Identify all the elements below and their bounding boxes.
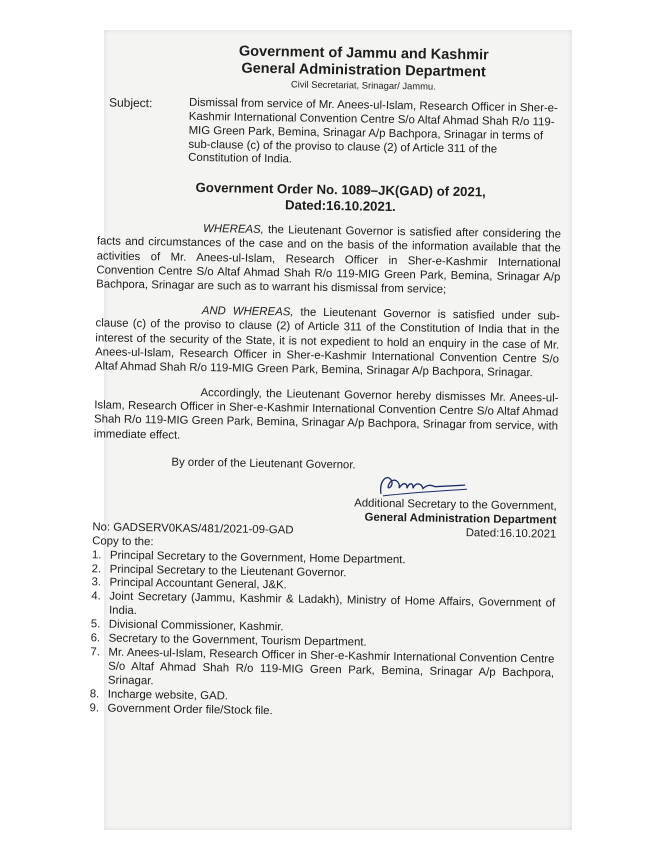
list-item: 9. Government Order file/Stock file. bbox=[89, 701, 273, 717]
signatory-department: General Administration Department bbox=[364, 511, 557, 527]
list-item: 7. Mr. Anees-ul-Islam, Research Officer in Sher-e-Kashmir International Convention Centre S/o Altaf Ahmad Shah R/o 119-MIG Green Park, Bemina, Srinagar A/p Bachpora, Srinagar. bbox=[90, 646, 555, 688]
header-address: Civil Secretariat, Srinagar/ Jammu. bbox=[290, 78, 436, 92]
list-item: 8. Incharge website, GAD. bbox=[89, 687, 229, 703]
reference-number: No: GADSERV0KAS/481/2021-09-GAD bbox=[92, 521, 294, 537]
paragraph-accordingly bbox=[94, 384, 559, 449]
signature-mark bbox=[373, 470, 473, 502]
order-number: Government Order No. 1089–JK(GAD) of 2021, bbox=[195, 180, 486, 200]
copy-to-list bbox=[89, 549, 556, 723]
list-item: 3. Principal Accountant General, J&K. bbox=[91, 576, 287, 592]
and-whereas-lead: AND WHEREAS, bbox=[201, 304, 294, 319]
header-department: General Administration Department bbox=[241, 60, 486, 81]
paragraph-whereas bbox=[96, 220, 561, 299]
order-date: Dated:16.10.2021. bbox=[284, 197, 396, 215]
list-item: 1. Principal Secretary to the Government, Home Department. bbox=[91, 548, 406, 566]
reference-date: Dated:16.10.2021 bbox=[465, 526, 557, 541]
paragraph-and-whereas bbox=[95, 302, 560, 381]
list-item: 2. Principal Secretary to the Lieutenant Governor. bbox=[91, 562, 347, 579]
list-item: 4. Joint Secretary (Jammu, Kashmir & Ladakh), Ministry of Home Affairs, Government of India. bbox=[91, 590, 556, 618]
list-item: 5. Divisional Commissioner, Kashmir. bbox=[90, 618, 284, 634]
copy-to-label: Copy to the: bbox=[92, 534, 154, 548]
list-item: 6. Secretary to the Government, Tourism Department. bbox=[90, 632, 367, 649]
subject-text: Dismissal from service of Mr. Anees-ul-Islam, Research Officer in Sher-e-Kashmir International Convention Centre S/o Altaf Ahmad Shah R/o 119-MIG Green Park, Bemina, Srinagar A/p Bachpora, Srinagar in terms of sub-clause (c) of the proviso to clause (2) of Article 311 of the Constitution of India. bbox=[188, 96, 558, 166]
whereas-body: the Lieutenant Governor is satisfied after considering the facts and circumstances of the case and on the basis of the information available that the activities of Mr. Anees-ul-Islam, Research Officer in Sher-e-Kashmir International Convention Centre S/o Altaf Ahmad Shah R/o 119-MIG Green Park, Bemina, Srinagar A/p Bachpora, Srinagar are such as to warrant his dismissal from service; bbox=[96, 224, 562, 297]
signatory-title: Additional Secretary to the Government, bbox=[354, 497, 557, 513]
by-order-line: By order of the Lieutenant Governor. bbox=[171, 456, 356, 472]
subject-label: Subject: bbox=[108, 95, 153, 111]
signature bbox=[373, 476, 553, 501]
accordingly-body: Accordingly, the Lieutenant Governor hereby dismisses Mr. Anees-ul-Islam, Research Officer in Sher-e-Kashmir International Convention Centre S/o Altaf Ahmad Shah R/o 119-MIG Green Park, Bemina, Srinagar A/p Bachpora, Srinagar from service, with immediate effect. bbox=[93, 386, 559, 442]
and-whereas-body: the Lieutenant Governor is satisfied under sub-clause (c) of the proviso to clause (2) of Article 311 of the Constitution of India that in the interest of the security of the State, it is not expedient to hold an enquiry in the case of Mr. Anees-ul-Islam, Research Officer in Sher-e-Kashmir International Convention Centre S/o Altaf Ahmad Shah R/o 119-MIG Green Park, Bemina, Srinagar A/p Bachpora, Srinagar. bbox=[94, 306, 560, 380]
header-government: Government of Jammu and Kashmir bbox=[238, 43, 489, 64]
subject-row bbox=[108, 95, 559, 172]
whereas-lead: WHEREAS, bbox=[202, 223, 264, 236]
government-order bbox=[89, 42, 562, 723]
